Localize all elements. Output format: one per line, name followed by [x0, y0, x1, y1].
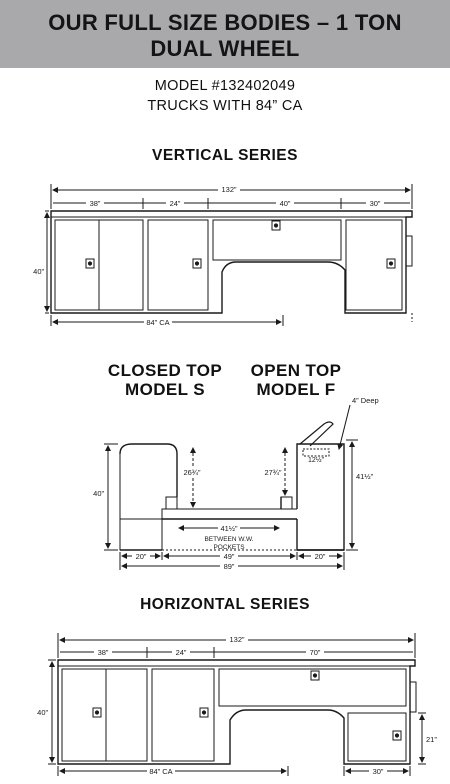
horizontal-series-title: HORIZONTAL SERIES [140, 596, 310, 613]
closed-top-line-2: MODEL S [125, 380, 205, 399]
between-note-line-2: POCKETS [213, 544, 245, 551]
horizontal-seg3-dim: 70” [309, 648, 321, 657]
between-dim: 41½” [220, 524, 238, 533]
vertical-series-title: VERTICAL SERIES [152, 147, 298, 164]
vertical-height-dim: 40” [33, 267, 44, 276]
trucks-note: TRUCKS WITH 84” CA [147, 98, 303, 114]
horizontal-ca-dim: 84” CA [149, 767, 173, 776]
horizontal-height-dim: 40” [37, 708, 48, 717]
section-height-dim: 40” [93, 489, 104, 498]
horizontal-right-width-dim: 30” [372, 767, 384, 776]
open-top-line-1: OPEN TOP [250, 361, 342, 380]
lock-icon [93, 708, 101, 717]
overall-width-dim: 89” [223, 562, 235, 571]
between-note-line-1: BETWEEN W.W. [204, 536, 254, 543]
lock-icon [387, 259, 395, 268]
lock-icon [86, 259, 94, 268]
lock-icon [311, 671, 319, 680]
vertical-seg1-dim: 38” [89, 199, 101, 208]
outer-right-dim: 41½” [356, 472, 374, 481]
inner-right-dim: 27¾” [264, 468, 282, 477]
horizontal-overall-dim: 132” [229, 635, 245, 644]
model-number: MODEL #132402049 [154, 78, 296, 94]
vertical-seg3-dim: 40” [279, 199, 291, 208]
horizontal-right-height-dim: 21” [426, 735, 437, 744]
horizontal-seg1-dim: 38” [97, 648, 109, 657]
mid-width-dim: 49” [223, 552, 235, 561]
lock-icon [272, 221, 280, 230]
right-width-dim: 20” [314, 552, 326, 561]
vertical-seg4-dim: 30” [369, 199, 381, 208]
inner-left-dim: 26¾” [183, 468, 201, 477]
title-line-2: DUAL WHEEL [150, 36, 300, 61]
vertical-seg2-dim: 24” [169, 199, 181, 208]
open-top-line-2: MODEL F [256, 380, 336, 399]
horizontal-seg2-dim: 24” [175, 648, 187, 657]
lock-icon [200, 708, 208, 717]
vertical-ca-dim: 84” CA [146, 318, 170, 327]
lock-icon [193, 259, 201, 268]
lid-dim: 12½” [308, 457, 324, 464]
lock-icon [393, 731, 401, 740]
closed-top-line-1: CLOSED TOP [107, 361, 223, 380]
title-line-1: OUR FULL SIZE BODIES – 1 TON [48, 10, 402, 35]
deep-dim: 4” Deep [352, 396, 379, 405]
vertical-overall-dim: 132” [221, 185, 237, 194]
left-width-dim: 20” [135, 552, 147, 561]
